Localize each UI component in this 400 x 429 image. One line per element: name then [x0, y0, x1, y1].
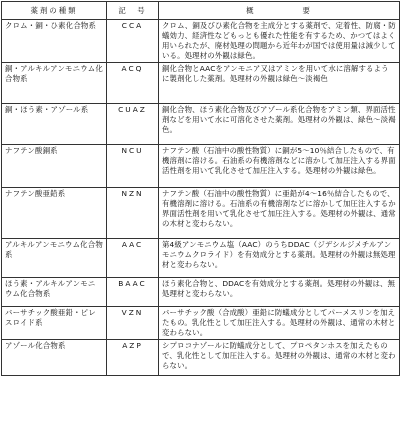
summary-cell: シプロコナゾールに防蟻成分として、プロペタンホスを加えたもので、乳化性として加圧注入する。処理材の外観は、通常の木材と変わらない。: [159, 339, 400, 375]
table-header: [2, 2, 400, 20]
summary-cell: 銅化合物とAACをアンモニア又はアミンを用いて水に溶解するように製剤化した薬剤。処理材の外観は緑色～淡褐色: [159, 63, 400, 104]
agent-type-cell: 銅・アルキルアンモニウム化合物系: [2, 63, 107, 104]
table-body: [2, 20, 400, 376]
table-row-nzn: [2, 188, 400, 239]
summary-cell: 銅化合物、ほう素化合物及びアゾール系化合物をアミン類、界面活性剤などを用いて水に可溶化させた薬剤。処理材の外観は、緑色～淡褐色。: [159, 104, 400, 145]
table-row-baac: [2, 278, 400, 307]
summary-cell: クロム、銅及びひ素化合物を主成分とする薬剤で、定着性、防腐・防蟻効力、経済性などもっとも優れた性能を有するため、かつてはよく用いられたが、廃材処理の問題から近年わが国では使用量は減少している。処理材の外観は緑色。: [159, 20, 400, 63]
code-cell: NZN: [107, 188, 159, 239]
table-row-vzn: [2, 307, 400, 340]
table-row-cca: [2, 20, 400, 63]
code-cell: CUAZ: [107, 104, 159, 145]
code-cell: AZP: [107, 339, 159, 375]
code-cell: AAC: [107, 239, 159, 278]
header-summary: 概 要: [159, 2, 400, 20]
summary-cell: ナフテン酸（石油中の酸性物質）に銅が5～10％結合したもので、有機溶剤に溶ける。石油系の有機溶剤などに溶かして加圧注入する界面活性剤を用いて乳化させて加圧注入する。処理材の外観は緑色。: [159, 145, 400, 188]
agent-type-cell: アゾール化合物系: [2, 339, 107, 375]
table-row-azp: [2, 339, 400, 375]
agent-type-cell: ほう素・アルキルアンモニウム化合物系: [2, 278, 107, 307]
agent-type-cell: アルキルアンモニウム化合物系: [2, 239, 107, 278]
code-cell: ACQ: [107, 63, 159, 104]
summary-cell: バーサチック酸（合成酸）亜鉛に防蟻成分としてパーメスリンを加えたもの。乳化性として加圧注入する。処理材の外観は、通常の木材と変わらない。: [159, 307, 400, 340]
summary-cell: 第4級アンモニウム塩（AAC）のうちDDAC（ジデシルジメチルアンモニウムクロライド）を有効成分とする薬剤。処理材の外観は無処理材と変わらない。: [159, 239, 400, 278]
wood-preservative-table: [1, 1, 400, 376]
code-cell: VZN: [107, 307, 159, 340]
code-cell: CCA: [107, 20, 159, 63]
table-row-acq: [2, 63, 400, 104]
table-row-aac: [2, 239, 400, 278]
code-cell: NCU: [107, 145, 159, 188]
table-row-ncu: [2, 145, 400, 188]
summary-cell: ナフテン酸（石油中の酸性物質）に亜鉛が4～16％結合したもので、有機溶剤に溶ける。石油系の有機溶剤などに溶かして加圧注入するか界面活性剤を用いて乳化させて加圧注入する。処理材の外観は、通常の木材と変わらない。: [159, 188, 400, 239]
header-code: 記 号: [107, 2, 159, 20]
header-row: [2, 2, 400, 20]
agent-type-cell: バーサチック酸亜鉛・ピレスロイド系: [2, 307, 107, 340]
agent-type-cell: 銅・ほう素・アゾール系: [2, 104, 107, 145]
agent-type-cell: クロム・銅・ひ素化合物系: [2, 20, 107, 63]
agent-type-cell: ナフテン酸銅系: [2, 145, 107, 188]
code-cell: BAAC: [107, 278, 159, 307]
header-agent-type: 薬剤の種類: [2, 2, 107, 20]
table-row-cuaz: [2, 104, 400, 145]
summary-cell: ほう素化合物と、DDACを有効成分とする薬剤。処理材の外観は、無処理材と変わらない。: [159, 278, 400, 307]
agent-type-cell: ナフテン酸亜鉛系: [2, 188, 107, 239]
